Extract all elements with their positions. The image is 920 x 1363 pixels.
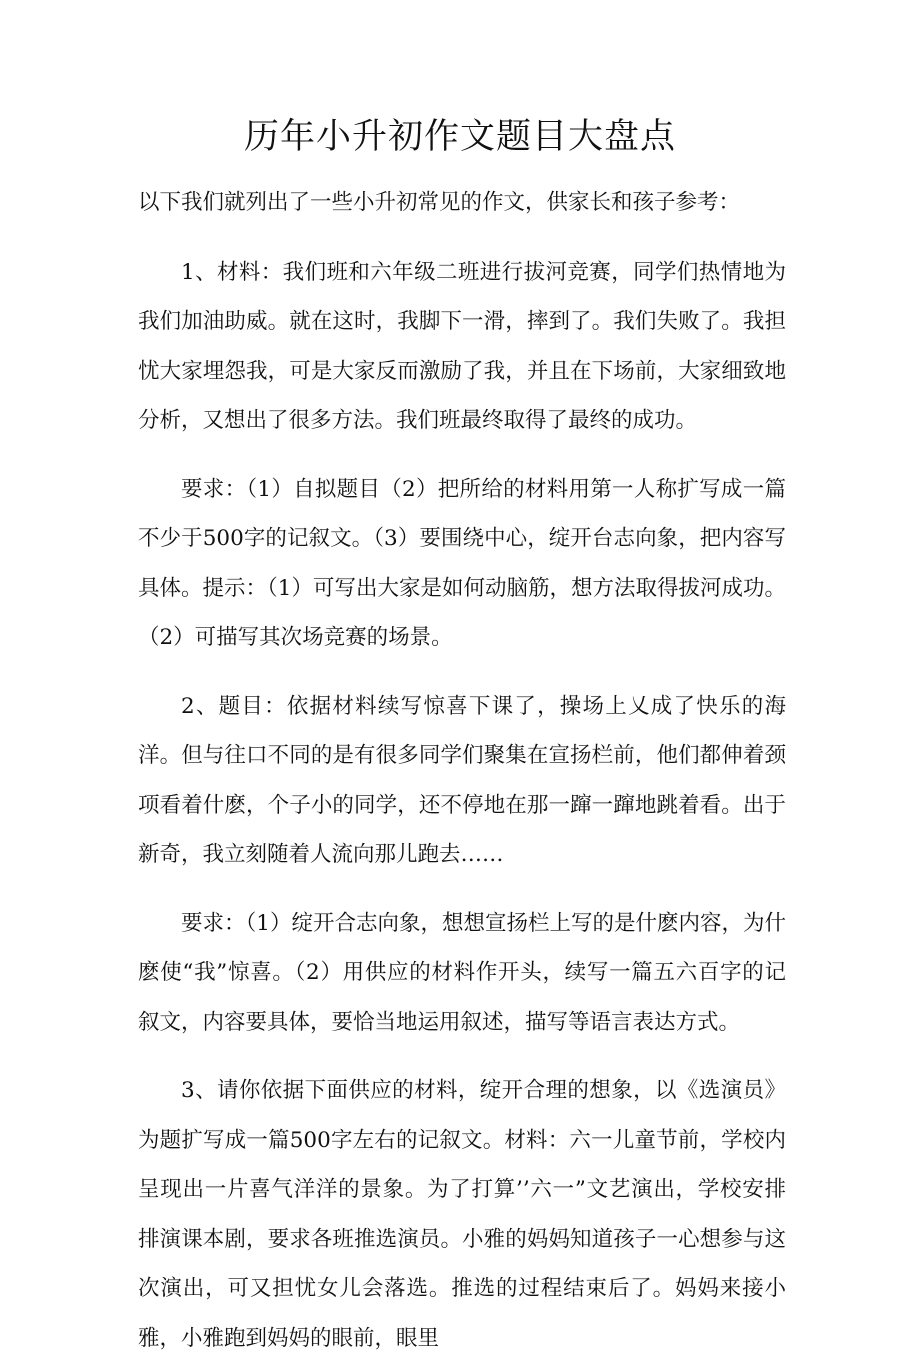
paragraph-topic-3-material: 3、请你依据下面供应的材料，绽开合理的想象，以《选演员》为题扩写成一篇500字左右的记叙文。材料：六一儿童节前，学校内呈现出一片喜气洋洋的景象。为了打算’’六一”文艺演出，学校安排排演课本剧，要求各班推选演员。小雅的妈妈知道孩子一心想参与这次演出，可又担忧女儿会落选。推选的过程结束后了。妈妈来接小雅，小雅跑到妈妈的眼前，眼里 bbox=[138, 1078, 786, 1351]
paragraph-topic-2-requirements: 要求：（1）绽开合志向象，想想宣扬栏上写的是什麽内容，为什麽使“我”惊喜。（2）用供应的材料作开头，续写一篇五六百字的记叙文，内容要具体，要恰当地运用叙述，描写等语言表达方式。 bbox=[138, 910, 786, 1035]
page-title: 历年小升初作文题目大盘点 bbox=[243, 117, 676, 157]
document-body bbox=[138, 178, 786, 1363]
intro-paragraph: 以下我们就列出了一些小升初常见的作文，供家长和孩子参考： bbox=[138, 190, 741, 215]
paragraph-topic-1-material: 1、材料：我们班和六年级二班进行拔河竞赛，同学们热情地为我们加油助威。就在这时，我脚下一滑，摔到了。我们失败了。我担忧大家埋怨我，可是大家反而激励了我，并且在下场前，大家细致地分析，又想出了很多方法。我们班最终取得了最终的成功。 bbox=[138, 259, 786, 433]
paragraph-topic-2-material: 2、题目：依据材料续写惊喜下课了，操场上乂成了快乐的海洋。但与往口不同的是有很多同学们聚集在宣扬栏前，他们都伸着颈项看着什麽，个子小的同学，还不停地在那一蹿一蹿地跳着看。出于新奇，我立刻随着人流向那儿跑去…… bbox=[138, 693, 786, 867]
paragraph-topic-1-requirements: 要求：（1）自拟题目（2）把所给的材料用第一人称扩写成一篇不少于500字的记叙文。（3）要围绕中心，绽开台志向象，把内容写具体。提示：（1）可写出大家是如何动脑筋，想方法取得拔河成功。（2）可描写其次场竞赛的场景。 bbox=[138, 476, 786, 650]
